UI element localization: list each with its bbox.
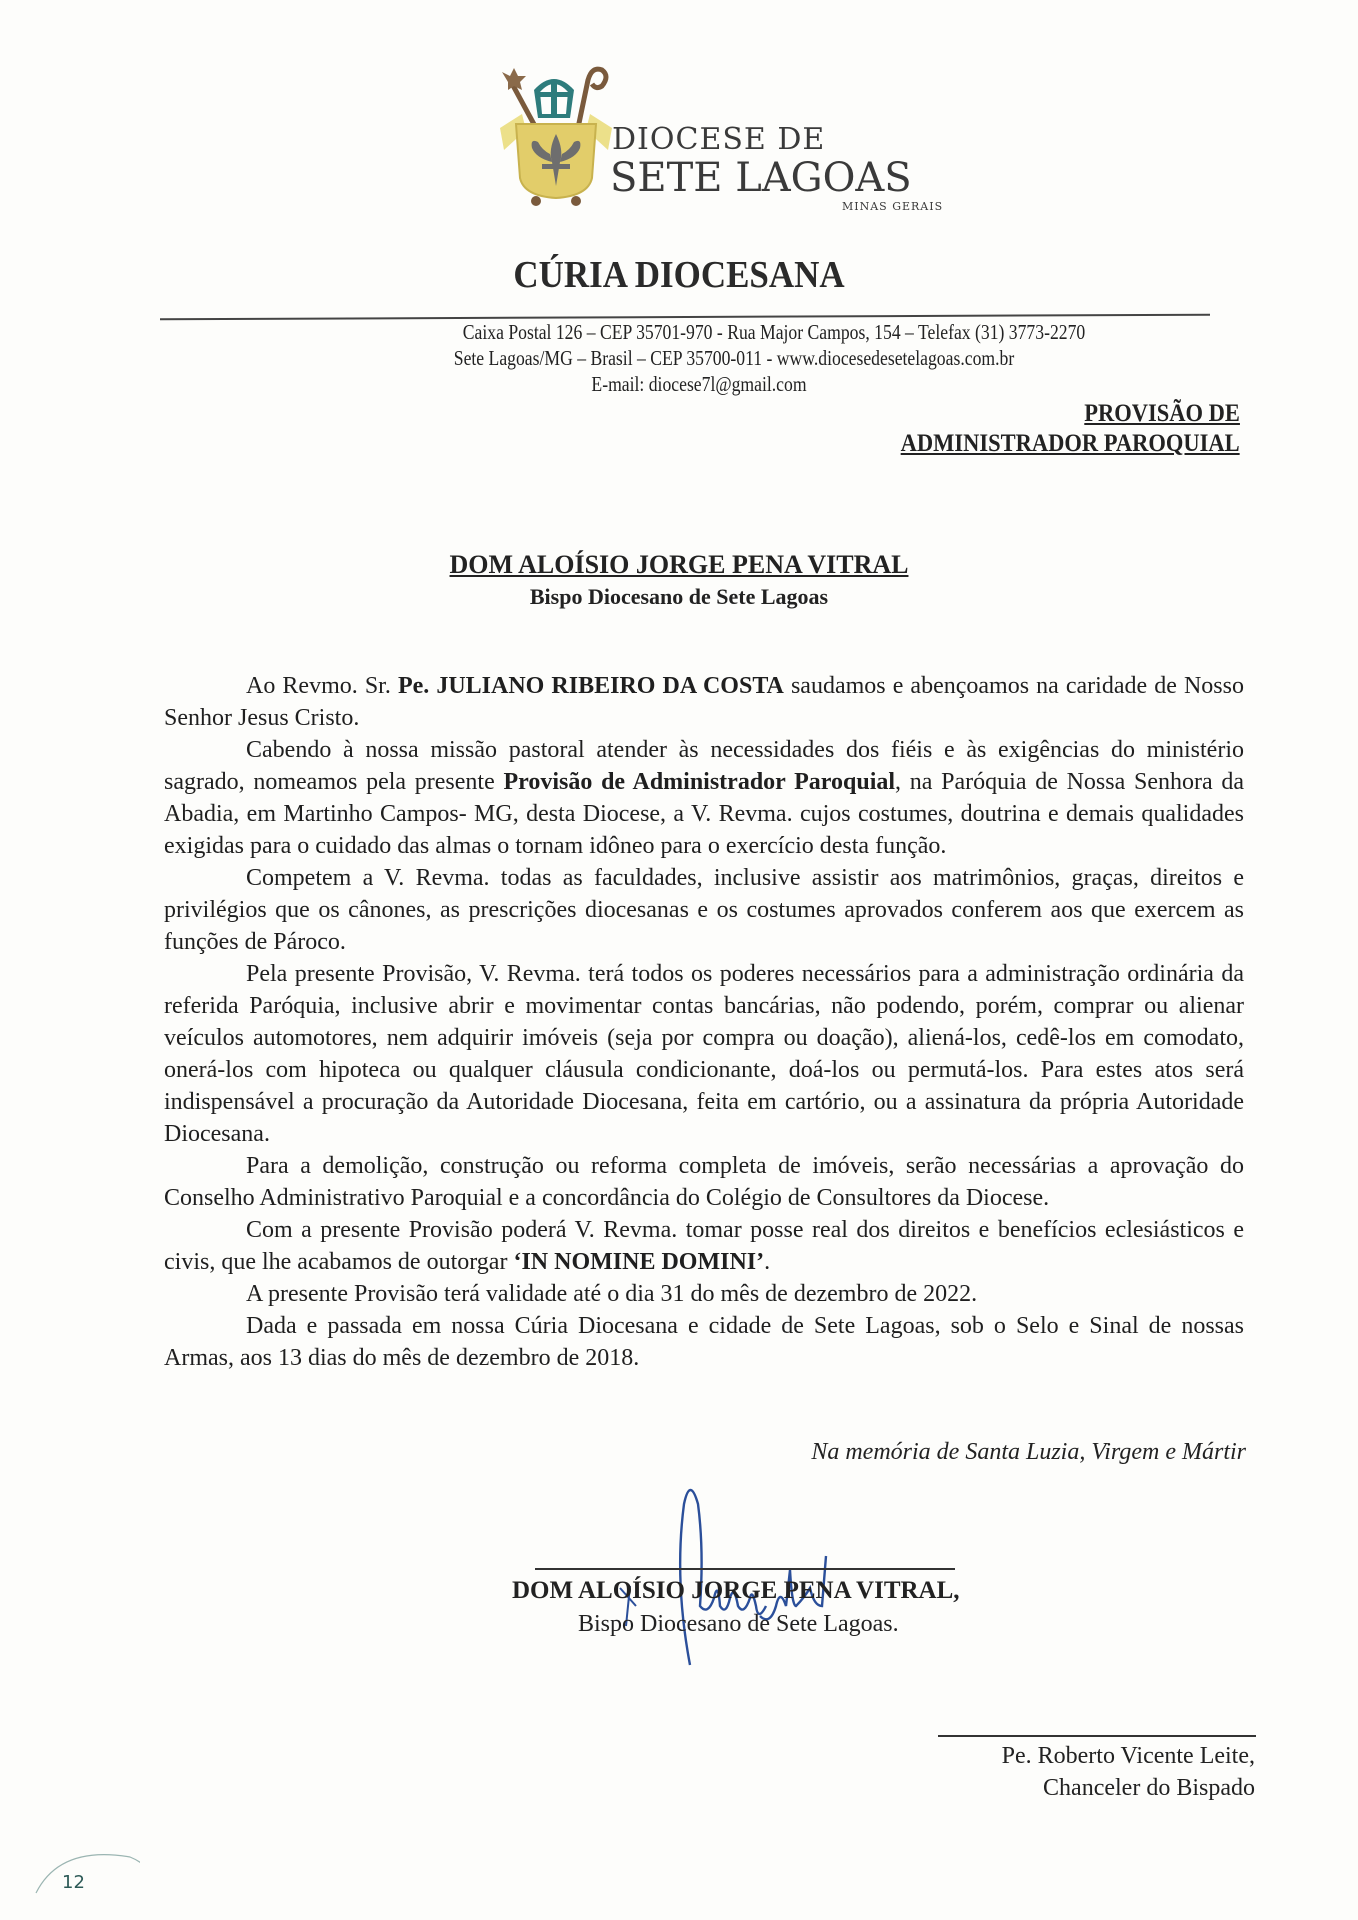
signer-name: DOM ALOÍSIO JORGE PENA VITRAL,	[512, 1577, 960, 1604]
possession-suffix: .	[764, 1249, 771, 1275]
appointment-prefix: Cabendo à nossa missão pastoral atender às necessidades dos fiéis e às exigências do ministério sagrado, nomeamos pela presente	[164, 737, 1244, 795]
document-body	[164, 670, 1244, 1374]
in-nomine-domini: ‘IN NOMINE DOMINI’	[513, 1249, 765, 1275]
signature-line	[535, 1568, 955, 1570]
letterhead-title: CÚRIA DIOCESANA	[513, 254, 845, 296]
chancellor-signature-line	[938, 1735, 1256, 1737]
memorial-line: Na memória de Santa Luzia, Virgem e Mártir	[811, 1439, 1246, 1465]
greeting-prefix: Ao Revmo. Sr.	[246, 673, 398, 699]
logo-line-diocese-de: DIOCESE DE	[612, 122, 826, 157]
paragraph-construction: Para a demolição, construção ou reforma completa de imóveis, serão necessárias a aprovação do Conselho Administrativo Paroquial e a concordância do Colégio de Consultores da Diocese.	[164, 1153, 1244, 1211]
page-number-arc-icon	[30, 1845, 140, 1895]
document-type-line-1: PROVISÃO DE	[1084, 400, 1240, 427]
paragraph-validity: A presente Provisão terá validade até o dia 31 do mês de dezembro de 2022.	[246, 1281, 978, 1307]
address-line-2: Sete Lagoas/MG – Brasil – CEP 35700-011 - www.diocesedesetelagoas.com.br	[453, 346, 1015, 370]
logo-line-sete-lagoas: SETE LAGOAS	[610, 155, 912, 201]
issuer-name: DOM ALOÍSIO JORGE PENA VITRAL	[449, 550, 909, 579]
document-type-line-2: ADMINISTRADOR PAROQUIAL	[901, 430, 1240, 457]
signer-title: Bispo Diocesano de Sete Lagoas.	[578, 1611, 899, 1637]
appointment-title: Provisão de Administrador Paroquial	[503, 769, 896, 795]
logo-line-minas-gerais: MINAS GERAIS	[842, 200, 944, 213]
bishop-signature	[600, 1470, 920, 1670]
greeting-suffix: saudamos e abençoamos na caridade de Nosso Senhor Jesus Cristo.	[164, 673, 1244, 731]
paragraph-given: Dada e passada em nossa Cúria Diocesana e cidade de Sete Lagoas, sob o Selo e Sinal de nossas Armas, aos 13 dias do mês de dezembro de 2018.	[164, 1313, 1244, 1371]
email-line: E-mail: diocese7l@gmail.com	[591, 372, 807, 396]
page-number: 12	[62, 1872, 85, 1893]
address-line-1: Caixa Postal 126 – CEP 35701-970 - Rua Major Campos, 154 – Telefax (31) 3773-2270	[462, 320, 1086, 344]
recipient-name: Pe. JULIANO RIBEIRO DA COSTA	[397, 673, 784, 699]
appointment-suffix: , na Paróquia de Nossa Senhora da Abadia, em Martinho Campos- MG, desta Diocese, a V. Revma. cujos costumes, doutrina e demais qualidades exigidas para o cuidado das almas o tornam idôneo para o exercício desta função.	[164, 769, 1245, 859]
chancellor-title: Chanceler do Bispado	[1043, 1775, 1255, 1801]
diocesan-coat-of-arms-icon	[492, 58, 620, 208]
paragraph-powers: Pela presente Provisão, V. Revma. terá todos os poderes necessários para a administração ordinária da referida Paróquia, inclusive abrir e movimentar contas bancárias, não podendo, porém, comprar ou alienar veículos automotores, nem adquirir imóveis (seja por compra ou doação), aliená-los, cedê-los em comodato, onerá-los com hipoteca ou qualquer cláusula condicionante, doá-los ou permutá-los. Para estes atos será indispensável a procuração da Autoridade Diocesana, feita em cartório, ou a assinatura da própria Autoridade Diocesana.	[164, 961, 1244, 1147]
paragraph-faculties: Competem a V. Revma. todas as faculdades, inclusive assistir aos matrimônios, graças, direitos e privilégios que os cânones, as prescrições diocesanas e os costumes aprovados conferem aos que exercem as funções de Pároco.	[164, 865, 1244, 955]
paragraph-possession	[164, 1214, 1244, 1278]
chancellor-name: Pe. Roberto Vicente Leite,	[1001, 1743, 1255, 1769]
paragraph-greeting	[164, 670, 1244, 734]
issuer-title: Bispo Diocesano de Sete Lagoas	[529, 584, 829, 609]
possession-prefix: Com a presente Provisão poderá V. Revma. tomar posse real dos direitos e benefícios eclesiásticos e civis, que lhe acabamos de outorgar	[164, 1217, 1244, 1275]
paragraph-appointment	[164, 734, 1244, 862]
